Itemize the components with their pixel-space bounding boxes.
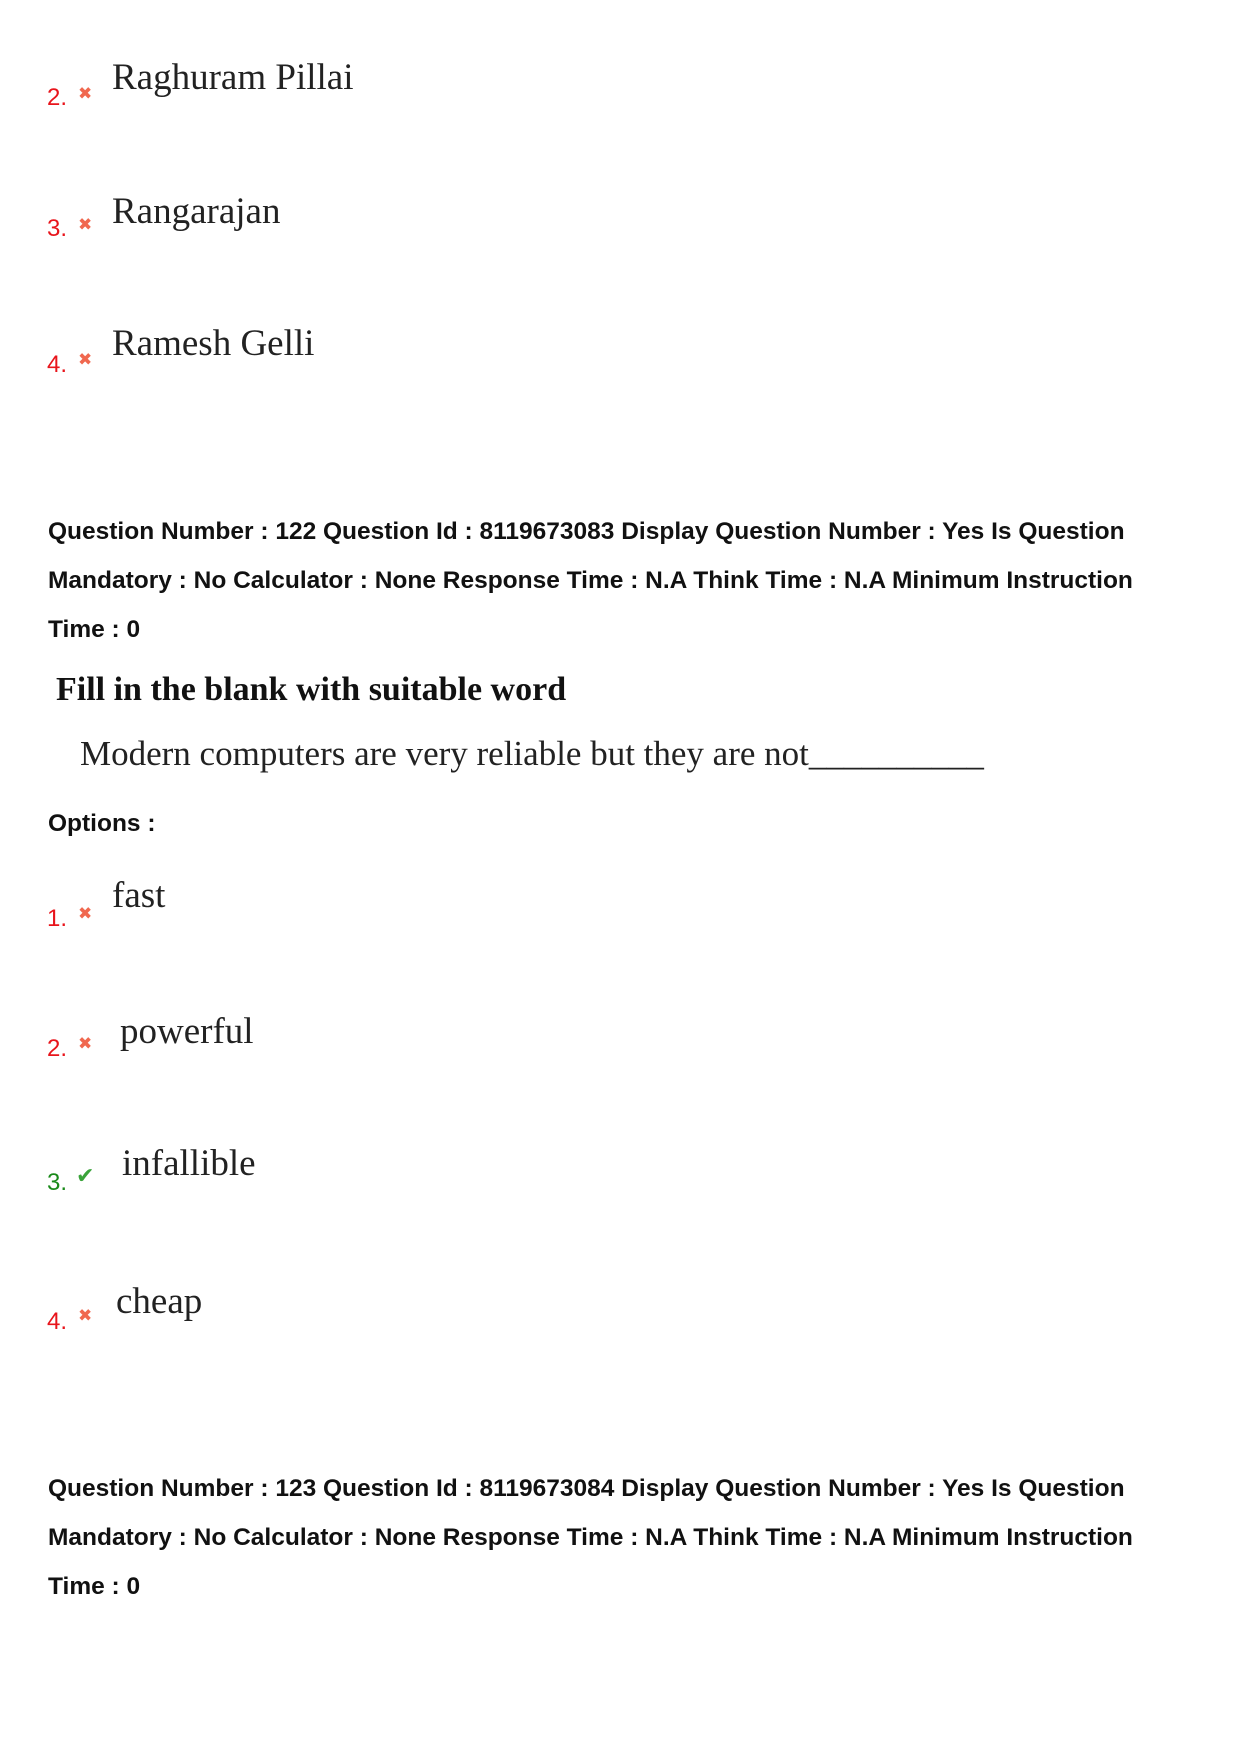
option-text: powerful [120,1011,254,1052]
option-number: 3. [47,215,68,242]
option-text: Ramesh Gelli [112,323,315,364]
option-number: 1. [47,905,68,932]
option-number: 4. [47,351,68,378]
wrong-icon: ✖ [78,215,93,235]
option-text: infallible [122,1143,256,1184]
options-label: Options : [48,810,156,837]
question-meta-line: Time : 0 [48,1573,141,1600]
wrong-icon: ✖ [78,350,93,370]
question-meta-line: Question Number : 122 Question Id : 8119673083 Display Question Number : Yes Is Question [48,518,1125,545]
wrong-icon: ✖ [78,1034,93,1054]
question-meta-line: Mandatory : No Calculator : None Response Time : N.A Think Time : N.A Minimum Instruction [48,1524,1133,1551]
option-number: 2. [47,1035,68,1062]
question-meta-line: Question Number : 123 Question Id : 8119673084 Display Question Number : Yes Is Question [48,1475,1125,1502]
option-number: 4. [47,1308,68,1335]
option-number: 2. [47,84,68,111]
option-text: Raghuram Pillai [112,57,354,98]
question-meta-line: Mandatory : No Calculator : None Response Time : N.A Think Time : N.A Minimum Instruction [48,567,1133,594]
option-text: fast [112,875,166,916]
option-text: cheap [116,1281,203,1322]
wrong-icon: ✖ [78,904,93,924]
option-number: 3. [47,1169,68,1196]
question-text: Modern computers are very reliable but they are not__________ [80,734,984,773]
wrong-icon: ✖ [78,1306,93,1326]
correct-check-icon: ✔ [76,1164,95,1189]
question-heading: Fill in the blank with suitable word [56,671,567,708]
option-text: Rangarajan [112,191,281,232]
wrong-icon: ✖ [78,84,93,104]
question-meta-line: Time : 0 [48,616,141,643]
